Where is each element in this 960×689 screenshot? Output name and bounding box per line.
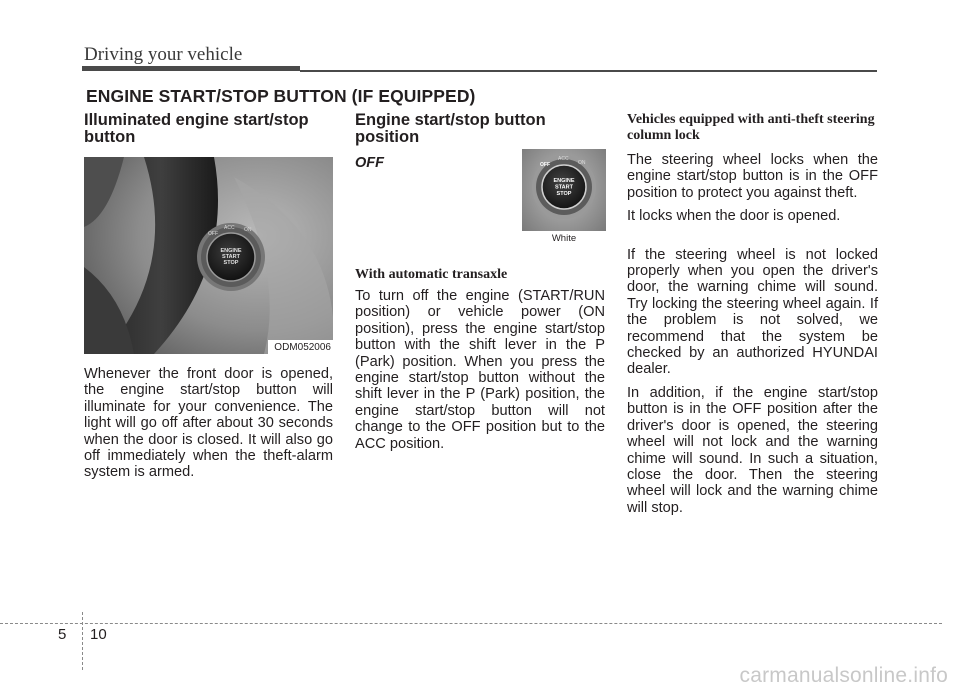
photo2-ring-off: OFF bbox=[540, 162, 550, 168]
button-closeup-photo bbox=[522, 149, 606, 245]
footer-rule bbox=[0, 623, 942, 624]
watermark: carmanualsonline.info bbox=[739, 664, 948, 687]
header-rule-thin bbox=[300, 70, 877, 72]
illuminated-button-heading: Illuminated engine start/stop button bbox=[84, 111, 309, 146]
steering-lock-heading: Vehicles equipped with anti-theft steering column lock bbox=[627, 112, 875, 143]
steering-wheel-photo bbox=[84, 157, 333, 354]
column-button-position bbox=[355, 111, 605, 452]
steering-lock-paragraph-1: The steering wheel locks when the engine start/stop button is in the OFF position to protect you against theft. bbox=[627, 152, 878, 201]
page-number: 10 bbox=[90, 626, 107, 643]
steering-lock-paragraph-4: In addition, if the engine start/stop button is in the OFF position after the driver's door is opened, the steering wheel will not lock and the warning chime will sound. In such a situation, close the door. Then the steering wheel will lock and the warning chime will stop. bbox=[627, 384, 878, 516]
photo1-ring-on: ON bbox=[244, 227, 252, 233]
photo1-button-text-3: STOP bbox=[223, 260, 239, 266]
off-subheading: OFF bbox=[355, 155, 384, 171]
footer-divider bbox=[82, 612, 83, 670]
photo1-button-text-2: START bbox=[222, 254, 240, 260]
photo1-button-text-1: ENGINE bbox=[220, 248, 242, 254]
photo1-ring-acc: ACC bbox=[224, 225, 235, 231]
header-rule-thick bbox=[82, 66, 300, 71]
steering-wheel-illustration bbox=[84, 157, 333, 354]
photo2-button-text-2: START bbox=[555, 184, 573, 191]
photo-color-caption: White bbox=[522, 231, 606, 245]
column-illuminated-button bbox=[84, 111, 333, 481]
section-header: Driving your vehicle bbox=[84, 44, 243, 65]
photo2-ring-acc: ACC bbox=[558, 156, 569, 162]
automatic-transaxle-paragraph: To turn off the engine (START/RUN position) or vehicle power (ON position), press the engine start/stop button with the shift lever in the P (Park) position. When you press the engine start/stop button without the shift lever in the P (Park) position, the engine start/stop button will not change to the OFF position but to the ACC position. bbox=[355, 288, 605, 452]
automatic-transaxle-heading: With automatic transaxle bbox=[355, 267, 508, 282]
photo2-ring-on: ON bbox=[578, 160, 586, 166]
photo2-button-text-1: ENGINE bbox=[553, 178, 575, 184]
column-steering-lock bbox=[627, 112, 878, 523]
photo1-ring-off: OFF bbox=[208, 231, 218, 237]
photo-code: ODM052006 bbox=[268, 340, 333, 354]
illuminated-button-paragraph: Whenever the front door is opened, the engine start/stop button will illuminate for your convenience. The light will go off after about 30 seconds when the door is closed. It will also go off immediately when the theft-alarm system is armed. bbox=[84, 366, 333, 481]
steering-lock-paragraph-2: It locks when the door is opened. bbox=[627, 208, 841, 225]
steering-lock-paragraph-3: If the steering wheel is not locked properly when you open the driver's door, the warning chime will sound. Try locking the steering wheel again. If the problem is not solved, we recommend that the system be checked by an authorized HYUNDAI dealer. bbox=[627, 246, 878, 378]
chapter-number: 5 bbox=[58, 626, 67, 643]
photo2-button-text-3: STOP bbox=[556, 191, 572, 197]
button-position-heading: Engine start/stop button position bbox=[355, 111, 546, 146]
page-title: ENGINE START/STOP BUTTON (IF EQUIPPED) bbox=[86, 86, 476, 106]
